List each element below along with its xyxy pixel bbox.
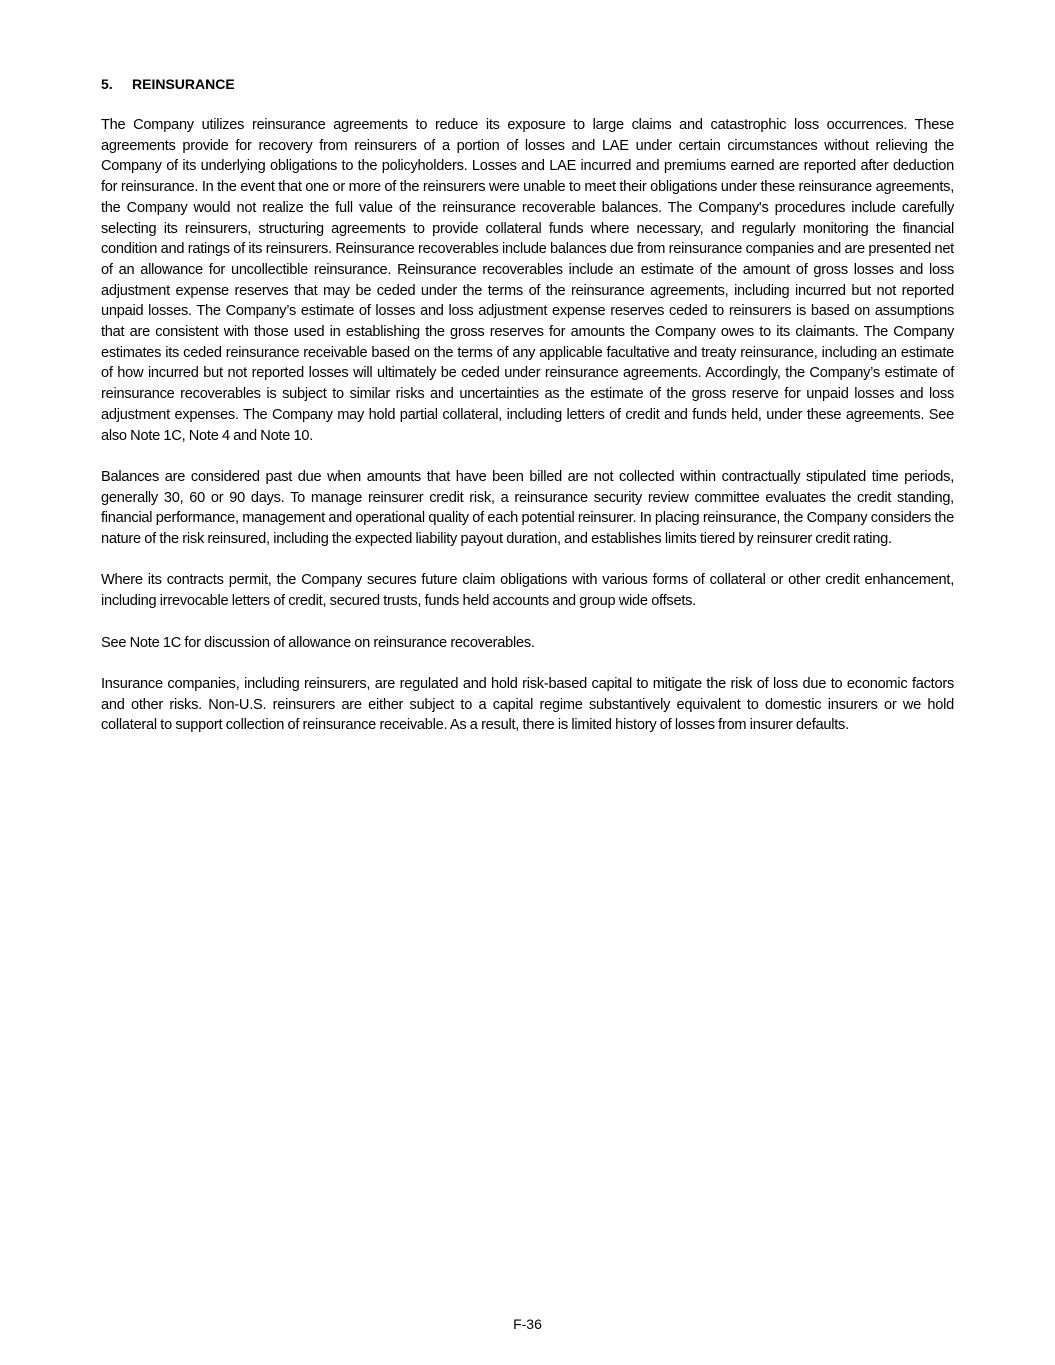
page-number: F-36 <box>513 1316 542 1332</box>
section-number: 5. <box>101 76 113 92</box>
document-page <box>101 74 954 757</box>
paragraph-see-note: See Note 1C for discussion of allowance on reinsurance recoverables. <box>101 634 535 651</box>
section-title: REINSURANCE <box>132 76 235 92</box>
paragraph-collateral: Where its contracts permit, the Company secures future claim obligations with various forms of collateral or other credit enhancement, including irrevocable letters of credit, secured trusts, funds held accounts and group wide offsets. <box>101 572 954 610</box>
paragraph-regulation: Insurance companies, including reinsurers, are regulated and hold risk-based capital to mitigate the risk of loss due to economic factors and other risks. Non-U.S. reinsurers are either subject to a capital regime substantively equivalent to domestic insurers or we hold collateral to support collection of reinsurance receivable. As a result, there is limited history of losses from insurer defaults. <box>101 675 954 734</box>
paragraph-past-due-balances: Balances are considered past due when amounts that have been billed are not collected within contractually stipulated time periods, generally 30, 60 or 90 days. To manage reinsurer credit risk, a reinsurance security review committee evaluates the credit standing, financial performance, management and operational quality of each potential reinsurer. In placing reinsurance, the Company considers the nature of the risk reinsured, including the expected liability payout duration, and establishes limits tiered by reinsurer credit rating. <box>101 468 954 548</box>
section-heading <box>101 74 954 94</box>
paragraph-reinsurance-overview: The Company utilizes reinsurance agreements to reduce its exposure to large claims and catastrophic loss occurrences. These agreements provide for recovery from reinsurers of a portion of losses and LAE under certain circumstances without relieving the Company of its underlying obligations to the policyholders. Losses and LAE incurred and premiums earned are reported after deduction for reinsurance. In the event that one or more of the reinsurers were unable to meet their obligations under these reinsurance agreements, the Company would not realize the full value of the reinsurance recoverable balances. The Company's procedures include carefully selecting its reinsurers, structuring agreements to provide collateral funds where necessary, and regularly monitoring the financial condition and ratings of its reinsurers. Reinsurance recoverables include balances due from reinsurance companies and are presented net of an allowance for uncollectible reinsurance. Reinsurance recoverables include an estimate of the amount of gross losses and loss adjustment expense reserves that may be ceded under the terms of the reinsurance agreements, including incurred but not reported unpaid losses. The Company’s estimate of losses and loss adjustment expense reserves ceded to reinsurers is based on assumptions that are consistent with those used in establishing the gross reserves for amounts the Company owes to its claimants. The Company estimates its ceded reinsurance receivable based on the terms of any applicable facultative and treaty reinsurance, including an estimate of how incurred but not reported losses will ultimately be ceded under reinsurance agreements. Accordingly, the Company’s estimate of reinsurance recoverables is subject to similar risks and uncertainties as the estimate of the gross reserve for unpaid losses and loss adjustment expenses. The Company may hold partial collateral, including letters of credit and funds held, under these agreements. See also Note 1C, Note 4 and Note 10. <box>101 117 954 444</box>
